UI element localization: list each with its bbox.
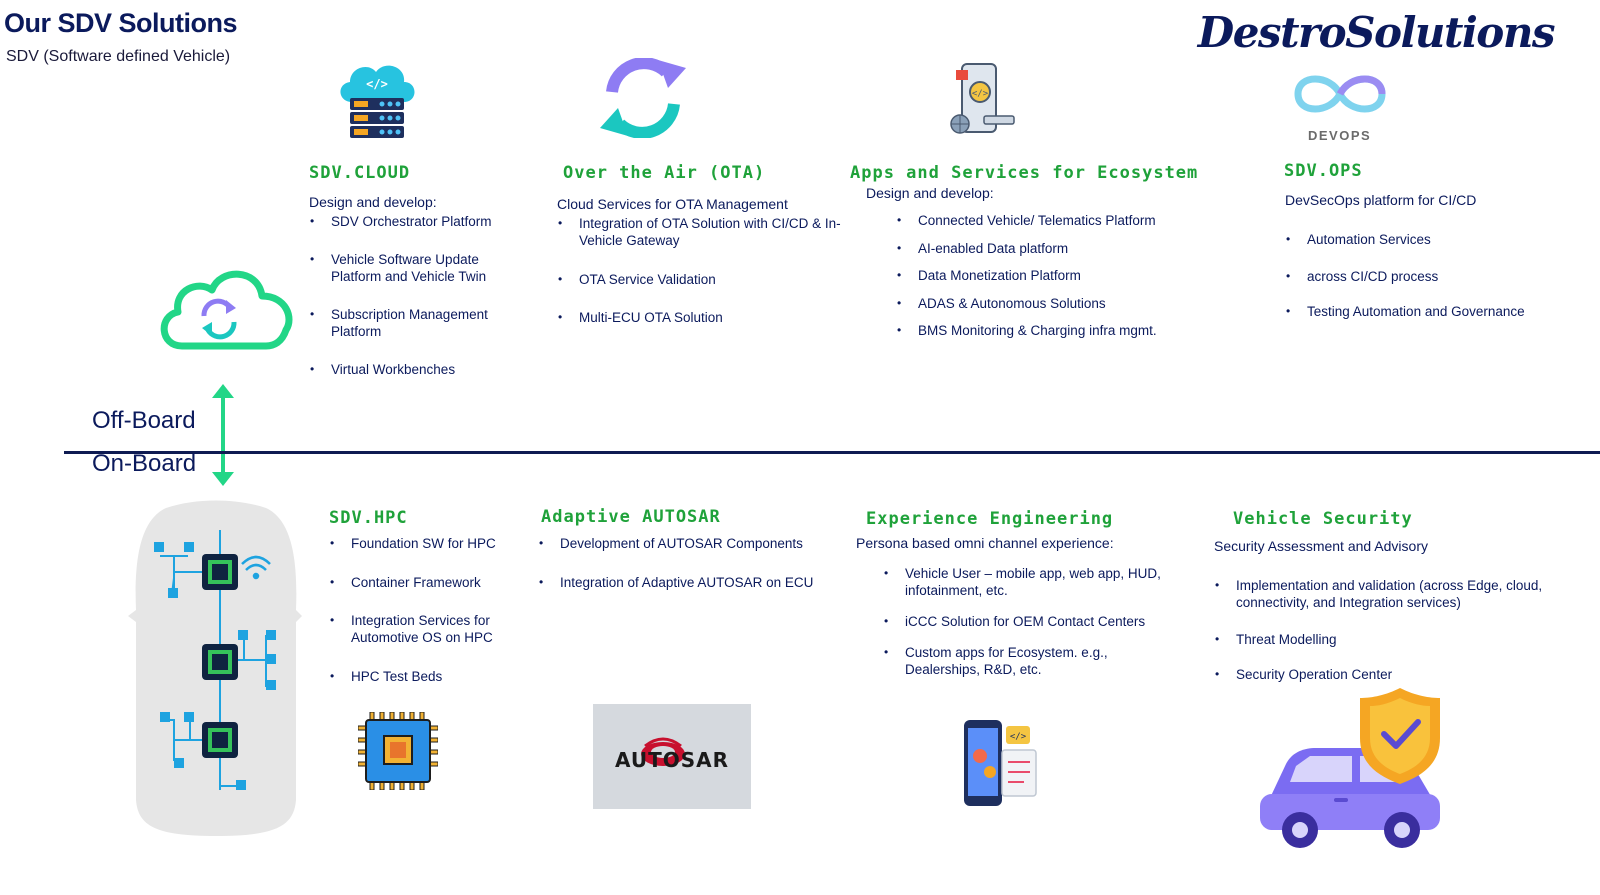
- experience-intro: Persona based omni channel experience:: [856, 535, 1114, 551]
- sdv-hpc-list: [329, 535, 524, 685]
- sdv-cloud-list: [309, 213, 519, 378]
- security-intro: Security Assessment and Advisory: [1214, 538, 1428, 554]
- list-item: • Multi-ECU OTA Solution: [557, 309, 847, 326]
- ota-intro: Cloud Services for OTA Management: [557, 196, 788, 212]
- security-heading: Vehicle Security: [1233, 509, 1413, 529]
- devops-label: DEVOPS: [1308, 128, 1372, 143]
- list-item: • OTA Service Validation: [557, 271, 847, 288]
- ota-heading: Over the Air (OTA): [563, 163, 766, 183]
- list-item: • Integration of OTA Solution with CI/CD & In-Vehicle Gateway: [557, 215, 847, 249]
- list-item: • SDV Orchestrator Platform: [309, 213, 519, 230]
- list-item: • Security Operation Center: [1214, 666, 1574, 683]
- sync-icon: [598, 58, 688, 138]
- experience-heading: Experience Engineering: [866, 509, 1114, 529]
- page-subtitle: SDV (Software defined Vehicle): [6, 48, 231, 65]
- sdv-cloud-intro: Design and develop:: [309, 194, 437, 210]
- list-item: • Testing Automation and Governance: [1285, 303, 1585, 320]
- secure-car-icon: [1256, 686, 1446, 852]
- svg-text:</>: </>: [366, 77, 388, 91]
- list-item: • Implementation and validation (across Edge, cloud, connectivity, and Integration services): [1214, 577, 1574, 611]
- list-item: • Integration of Adaptive AUTOSAR on ECU: [538, 574, 838, 591]
- on-board-label: On-Board: [92, 450, 197, 477]
- ota-list: [557, 215, 847, 326]
- cloud-server-icon: [334, 58, 420, 144]
- bidirectional-arrow-icon: [208, 384, 238, 486]
- apps-list: [896, 212, 1216, 339]
- sdv-ops-list: [1285, 231, 1585, 320]
- experience-list: [883, 565, 1183, 678]
- list-item: • Threat Modelling: [1214, 631, 1574, 648]
- list-item: • AI-enabled Data platform: [896, 240, 1216, 257]
- autosar-logo: [593, 704, 751, 809]
- list-item: • Connected Vehicle/ Telematics Platform: [896, 212, 1216, 229]
- sdv-ops-intro: DevSecOps platform for CI/CD: [1285, 192, 1477, 208]
- list-item: • ADAS & Autonomous Solutions: [896, 295, 1216, 312]
- list-item: • Container Framework: [329, 574, 524, 591]
- cloud-sync-icon: [154, 266, 296, 352]
- list-item: • Virtual Workbenches: [309, 361, 519, 378]
- list-item: • BMS Monitoring & Charging infra mgmt.: [896, 322, 1216, 339]
- svg-text:</>: </>: [971, 89, 989, 99]
- autosar-logo-text: AUTOSAR: [614, 748, 730, 772]
- list-item: • Foundation SW for HPC: [329, 535, 524, 552]
- app-development-icon: [946, 62, 1018, 138]
- off-board-label: Off-Board: [92, 407, 196, 434]
- list-item: • Development of AUTOSAR Components: [538, 535, 838, 552]
- sdv-hpc-heading: SDV.HPC: [329, 508, 408, 528]
- list-item: • Vehicle Software Update Platform and Vehicle Twin: [309, 251, 519, 285]
- security-list: [1214, 577, 1574, 683]
- sdv-ops-heading: SDV.OPS: [1284, 161, 1363, 181]
- vehicle-topview-icon: [126, 500, 306, 840]
- svg-text:</>: </>: [1009, 732, 1027, 742]
- list-item: • Custom apps for Ecosystem. e.g., Dealerships, R&D, etc.: [883, 644, 1183, 678]
- mobile-apps-icon: [960, 716, 1040, 810]
- list-item: • across CI/CD process: [1285, 268, 1585, 285]
- autosar-list: [538, 535, 838, 591]
- list-item: • Data Monetization Platform: [896, 267, 1216, 284]
- processor-chip-icon: [358, 712, 438, 790]
- list-item: • Subscription Management Platform: [309, 306, 519, 340]
- apps-heading: Apps and Services for Ecosystem: [850, 163, 1199, 183]
- list-item: • HPC Test Beds: [329, 668, 524, 685]
- board-divider: [64, 451, 1600, 454]
- list-item: • iCCC Solution for OEM Contact Centers: [883, 613, 1183, 630]
- apps-intro: Design and develop:: [866, 185, 994, 201]
- page-title: Our SDV Solutions: [4, 8, 238, 38]
- list-item: • Automation Services: [1285, 231, 1585, 248]
- list-item: • Integration Services for Automotive OS on HPC: [329, 612, 524, 646]
- autosar-heading: Adaptive AUTOSAR: [541, 507, 721, 527]
- devops-icon: [1294, 70, 1386, 118]
- sdv-cloud-heading: SDV.CLOUD: [309, 163, 411, 183]
- list-item: • Vehicle User – mobile app, web app, HUD, infotainment, etc.: [883, 565, 1183, 599]
- brand-logo: DestroSolutions: [1197, 8, 1554, 57]
